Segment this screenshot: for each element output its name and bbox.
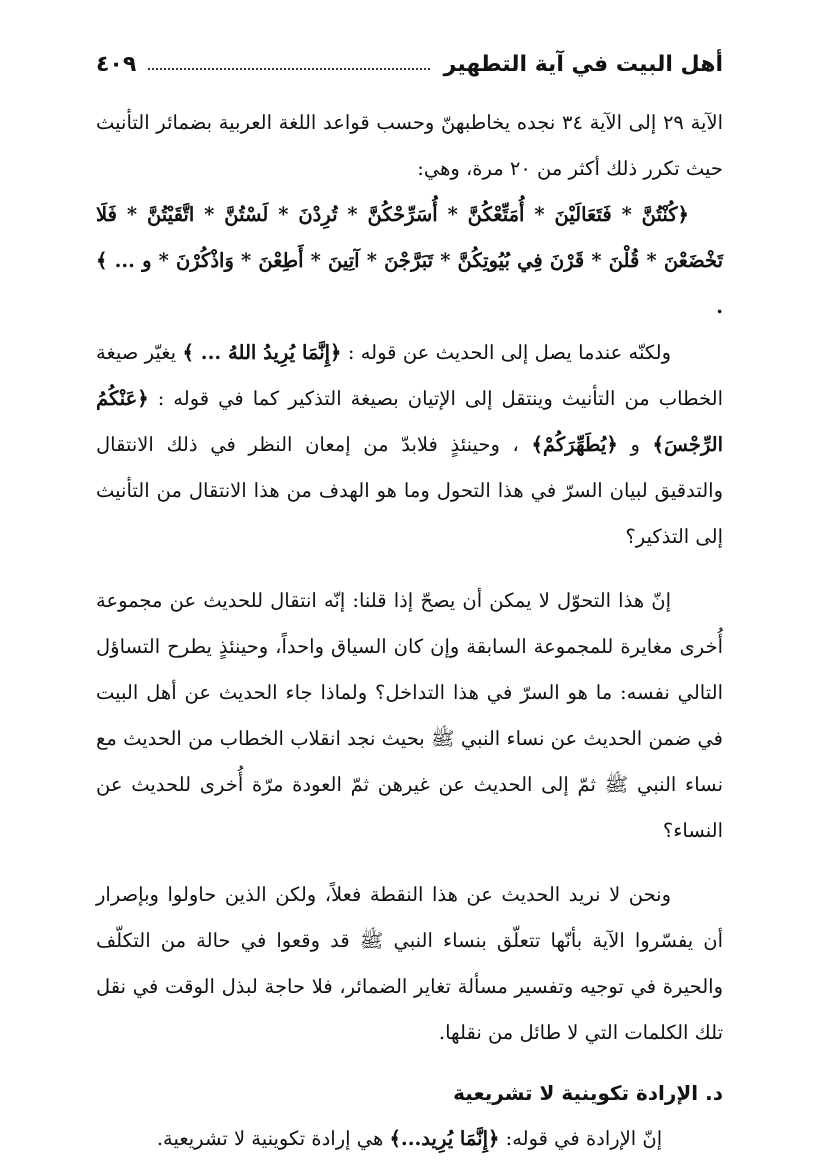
paragraph-5-text-1: إنّ الإرادة في قوله: xyxy=(499,1127,663,1150)
quran-quote-innama-yurid: ﴿إِنَّمَا يُرِيدُ اللهُ ... ﴾ xyxy=(182,341,342,364)
header-dotted-leader xyxy=(148,68,429,70)
paragraph-3: إنّ هذا التحوّل لا يمكن أن يصحّ إذا قلنا: إنّه انتقال للحديث عن مجموعة أُخرى مغايرة للمجموعة السابقة وإن كان السياق واحداً، وحينئذٍ يطرح التساؤل التالي نفسه: ما هو السرّ في هذا التداخل؟ ولماذا جاء الحديث عن أهل البيت في ضمن الحديث عن نساء النبي ﷺ بحيث نجد انقلاب الخطاب من الحديث مع نساء النبي ﷺ ثمّ إلى الحديث عن غيرهن ثمّ العودة مرّة أُخرى للحديث عن النساء؟ xyxy=(96,589,723,842)
paragraph-4: ونحن لا نريد الحديث عن هذا النقطة فعلاً، ولكن الذين حاولوا وبإصرار أن يفسّروا الآية بأنّها تتعلّق بنساء النبي ﷺ قد وقعوا في حالة من التكلّف والحيرة في توجيه وتفسير مسألة تغاير الضمائر، فلا حاجة لبذل الوقت في نقل تلك الكلمات التي لا طائل من نقلها. xyxy=(96,883,723,1044)
section-heading: د. الإرادة تكوينية لا تشريعية xyxy=(453,1081,723,1105)
paragraph-5 xyxy=(96,1116,723,1162)
page-body xyxy=(96,100,723,1162)
quran-quote-ankum-al-rijs: ﴿عَنْكُمُ الرِّجْسَ﴾ xyxy=(96,387,724,456)
paragraph-2-text-3: و xyxy=(617,433,640,456)
paragraph-2-text-4: ، وحينئذٍ فلابدّ من إمعان النظر في ذلك الانتقال والتدقيق لبيان السرّ في هذا التحول وما هو الهدف من هذا الانتقال من التأنيث إلى التذكير؟ xyxy=(96,433,723,548)
paragraph-2-text-1: ولكنّه عندما يصل إلى الحديث عن قوله : xyxy=(341,341,672,364)
quran-quote-innama-yurid-short: ﴿إِنَّمَا يُرِيد...﴾ xyxy=(389,1127,500,1150)
paragraph-2-text-2: يغيّر صيغة الخطاب من التأنيث وينتقل إلى الإتيان بصيغة التذكير كما في قوله : xyxy=(96,341,723,410)
paragraph-5-text-2: هي إرادة تكوينية لا تشريعية. xyxy=(156,1127,384,1150)
header-title: أهل البيت في آية التطهير xyxy=(443,51,723,77)
quran-quote-yutahhirakum: ﴿يُطَهِّرَكُمْ﴾ xyxy=(531,433,618,456)
running-header xyxy=(96,42,723,86)
page-number: ٤٠٩ xyxy=(96,51,137,77)
paragraph-2 xyxy=(96,330,723,560)
paragraph-1: الآية ٢٩ إلى الآية ٣٤ نجده يخاطبهنّ وحسب قواعد اللغة العربية بضمائر التأنيث حيث تكرر ذلك أكثر من ٢٠ مرة، وهي: xyxy=(96,111,723,180)
quran-verse-list: ﴿كُنْتُنَّ * فَتَعَالَيْنَ * أُمَتِّعْكُنَّ * أُسَرِّحْكُنَّ * تُرِدْنَ * لَسْتُنَّ * اتَّقَيْتُنَّ * فَلَا تَخْضَعْنَ * قُلْنَ * قَرْنَ فِي بُيُوتِكُنَّ * تَبَرَّجْنَ * آتِينَ * أَطِعْنَ * وَاذْكُرْنَ * و ... ﴾ . xyxy=(96,203,723,318)
